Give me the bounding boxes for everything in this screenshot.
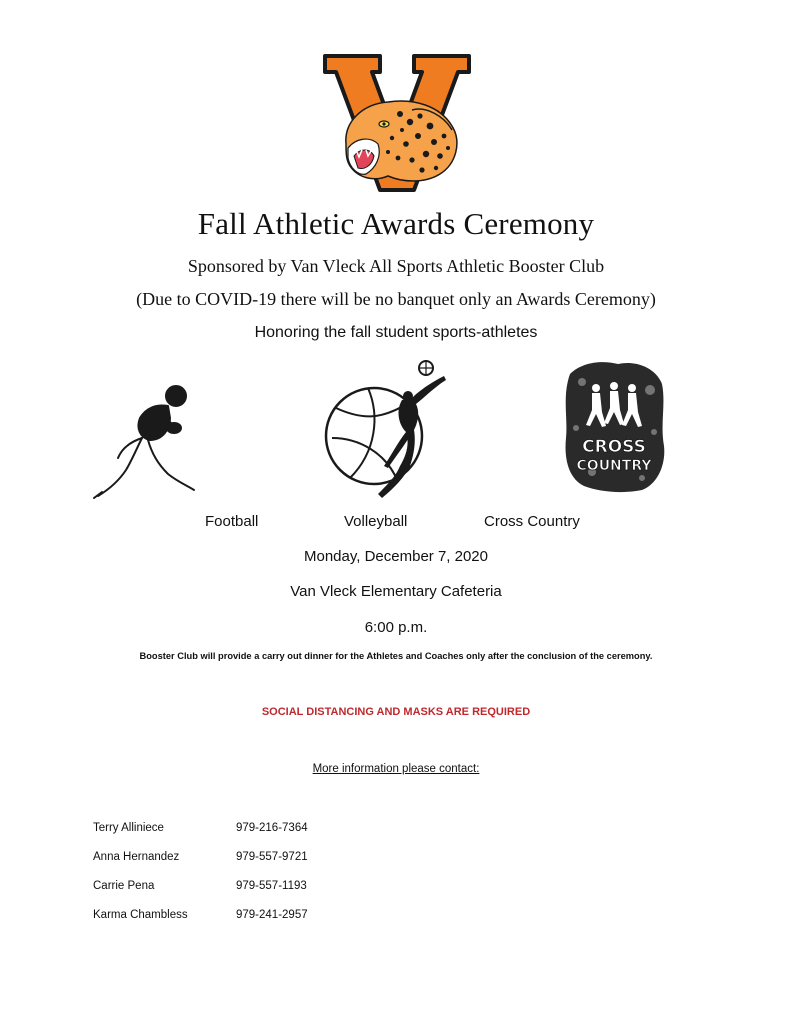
school-logo-leopard-v xyxy=(322,52,472,194)
sport-label-cross-country: Cross Country xyxy=(484,513,580,530)
contact-phone: 979-216-7364 xyxy=(236,822,308,834)
football-player-icon xyxy=(90,378,200,503)
covid-note: (Due to COVID-19 there will be no banquet only an Awards Ceremony) xyxy=(136,289,656,309)
dinner-note: Booster Club will provide a carry out dinner for the Athletes and Coaches only after the conclusion of the ceremony. xyxy=(139,651,653,661)
event-time: 6:00 p.m. xyxy=(364,619,428,636)
contact-name: Carrie Pena xyxy=(93,880,155,892)
xc-badge-line2: COUNTRY xyxy=(576,458,652,474)
sport-label-volleyball: Volleyball xyxy=(344,513,408,530)
honoring-line: Honoring the fall student sports-athletes xyxy=(254,324,538,341)
contact-name: Anna Hernandez xyxy=(93,851,180,863)
volleyball-player-icon xyxy=(322,358,464,503)
xc-badge-line1: CROSS xyxy=(582,437,646,457)
contact-name: Karma Chambless xyxy=(93,909,188,921)
cross-country-runners-icon xyxy=(562,360,666,495)
sponsor-line: Sponsored by Van Vleck All Sports Athletic Booster Club xyxy=(187,256,605,276)
contact-phone: 979-557-9721 xyxy=(236,851,308,863)
contact-phone: 979-557-1193 xyxy=(236,880,307,892)
event-title: Fall Athletic Awards Ceremony xyxy=(197,206,595,241)
event-venue: Van Vleck Elementary Cafeteria xyxy=(290,583,502,600)
contact-heading: More information please contact: xyxy=(312,763,480,775)
event-date: Monday, December 7, 2020 xyxy=(304,548,488,565)
sport-label-football: Football xyxy=(205,513,259,530)
contact-phone: 979-241-2957 xyxy=(236,909,308,921)
contact-name: Terry Alliniece xyxy=(93,822,164,834)
requirement-notice: SOCIAL DISTANCING AND MASKS ARE REQUIRED xyxy=(261,706,531,718)
